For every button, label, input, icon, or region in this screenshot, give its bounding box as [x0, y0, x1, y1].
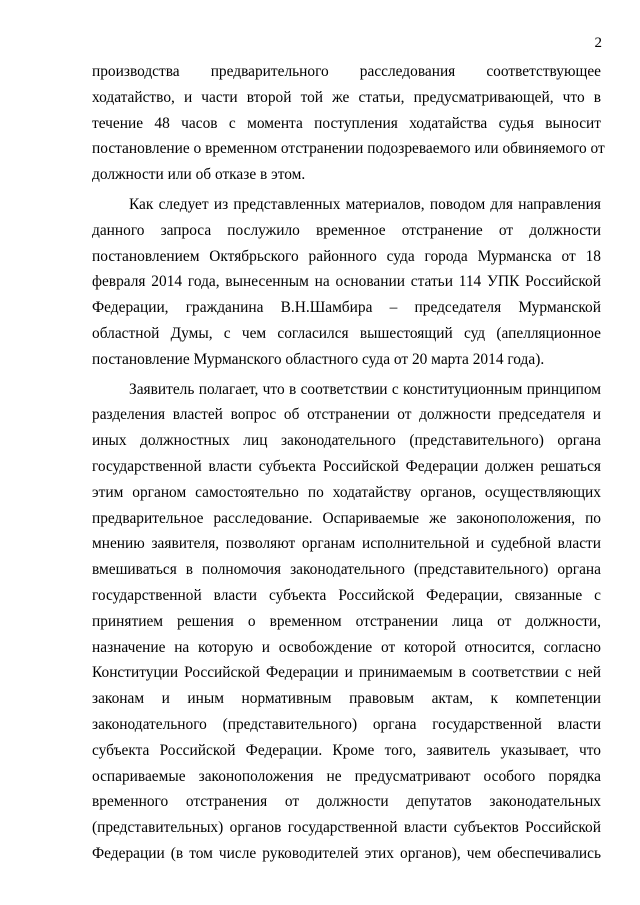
text-line: законам и иным нормативным правовым актам, к компетенции	[92, 690, 601, 708]
text-line: областной Думы, с чем согласился вышестоящий суд (апелляционное	[92, 324, 601, 342]
text-line: мнению заявителя, позволяют органам исполнительной и судебной власти	[92, 535, 601, 553]
text-line: постановление Мурманского областного суда от 20 марта 2014 года).	[92, 350, 545, 368]
text-line: февраля 2014 года, вынесенным на основании статьи 114 УПК Российской	[92, 273, 601, 291]
text-line: этим органом самостоятельно по ходатайству органов, осуществляющих	[92, 483, 601, 501]
text-line: вмешиваться в полномочия законодательного (представительного) органа	[92, 561, 601, 579]
text-line: иных должностных лиц законодательного (представительного) органа	[92, 432, 601, 450]
text-line: ходатайство, и части второй той же статьи, предусматривающей, что в	[92, 88, 601, 106]
page-number: 2	[594, 35, 602, 51]
text-line: оспариваемые законоположения не предусматривают особого порядка	[92, 767, 601, 785]
text-line: постановление о временном отстранении подозреваемого или обвиняемого от	[92, 140, 605, 158]
text-line: назначение на которую и освобождение от которой относится, согласно	[92, 638, 601, 656]
text-line: постановлением Октябрьского районного суда города Мурманска от 18	[92, 247, 601, 265]
text-line: данного запроса послужило временное отстранение от должности	[92, 221, 601, 239]
text-line: должности или об отказе в этом.	[92, 166, 306, 184]
text-line: принятием решения о временном отстранении лица от должности,	[92, 612, 601, 630]
text-line: законодательного (представительного) органа государственной власти	[92, 715, 601, 733]
text-line: предварительное расследование. Оспариваемые же законоположения, по	[92, 509, 601, 527]
text-line: временного отстранения от должности депутатов законодательных	[92, 793, 601, 811]
text-line: (представительных) органов государственной власти субъектов Российской	[92, 819, 601, 837]
text-line: течение 48 часов с момента поступления ходатайства судья выносит	[92, 114, 601, 132]
text-line: разделения властей вопрос об отстранении от должности председателя и	[92, 406, 601, 424]
text-line: субъекта Российской Федерации. Кроме того, заявитель указывает, что	[92, 741, 601, 759]
text-line: Конституции Российской Федерации и принимаемым в соответствии с ней	[92, 664, 601, 682]
text-line: Как следует из представленных материалов, поводом для направления	[129, 195, 601, 213]
text-line: государственной власти субъекта Российской Федерации должен решаться	[92, 457, 601, 475]
text-line: Заявитель полагает, что в соответствии с конституционным принципом	[129, 380, 601, 398]
text-line: государственной власти субъекта Российской Федерации, связанные с	[92, 586, 601, 604]
document-body	[92, 59, 605, 867]
text-line: производства предварительного расследования соответствующее	[92, 63, 601, 80]
text-line: Федерации (в том числе руководителей этих органов), чем обеспечивались	[92, 844, 601, 862]
text-line: Федерации, гражданина В.Н.Шамбира – председателя Мурманской	[92, 299, 601, 317]
